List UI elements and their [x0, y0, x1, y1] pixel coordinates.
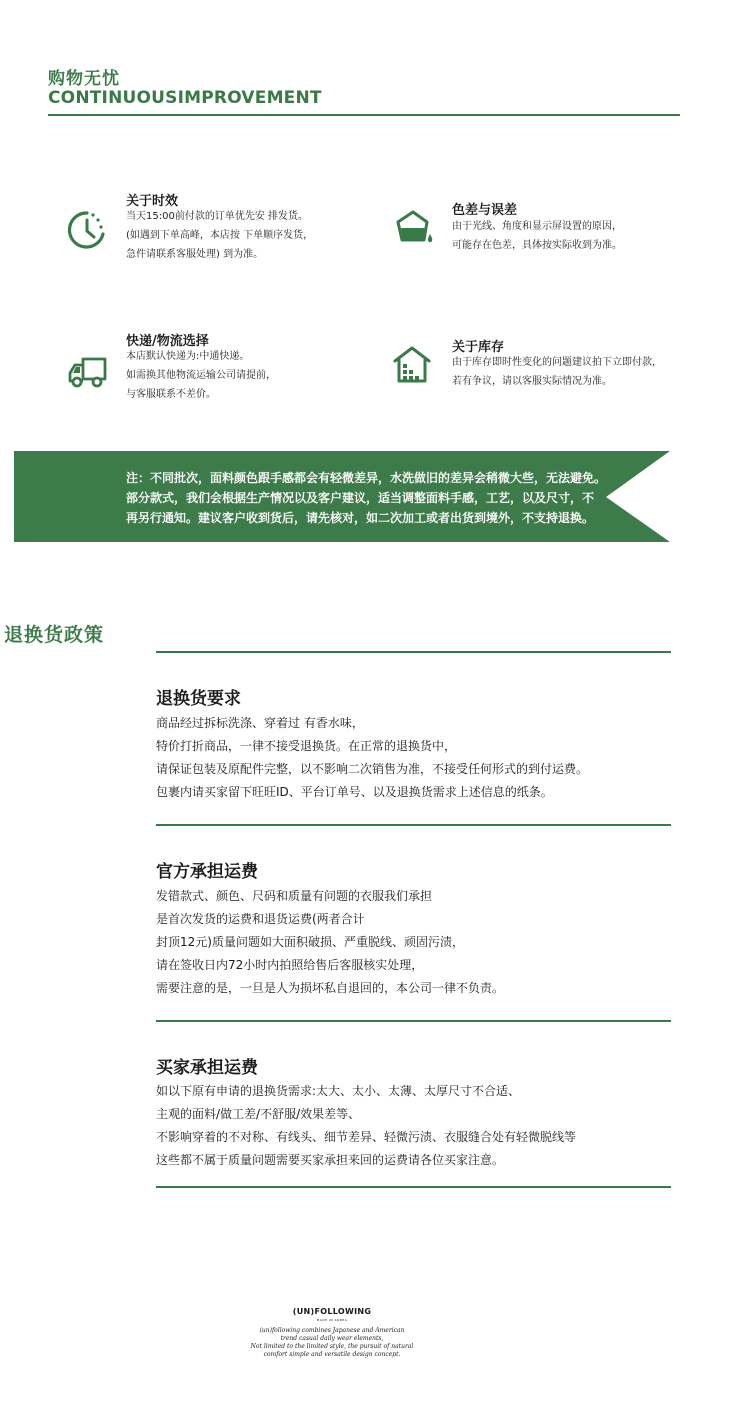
- section-divider: [156, 1186, 671, 1188]
- section-divider: [156, 824, 671, 826]
- feature-text-inventory: 由于库存即时性变化的问题建议拍下立即付款， 若有争议，请以客服实际情况为准。: [452, 357, 662, 387]
- header-divider: [48, 114, 680, 116]
- policy-title: 退换货政策: [4, 624, 105, 646]
- footer-brand: (UN)FOLLOWING: [292, 1307, 372, 1316]
- feature-text-time: 当天15:00前付款的订单优先安 排发货。 (如遇到下单高峰，本店按 下单顺序发货， 急件请联系客服处理) 到为准。: [126, 211, 314, 260]
- footer-subtitle: MADE IN KOREA: [316, 1318, 348, 1322]
- section-title-buyer-shipping: 买家承担运费: [156, 1058, 258, 1078]
- section-text-official-shipping: 发错款式、颜色、尺码和质量有问题的衣服我们承担 是首次发货的运费和退货运费(两者合计 封顶12元)质量问题如大面积破损、严重脱线、顽固污渍， 请在签收日内72小时内拍照给售后客服核实处理， 需要注意的是，一旦是人为损坏私自退回的，本公司一律不负责。: [156, 889, 505, 995]
- feature-title-inventory: 关于库存: [452, 340, 505, 355]
- feature-text-shipping: 本店默认快递为:中通快递。 如需换其他物流运输公司请提前， 与客服联系不差价。: [126, 351, 276, 400]
- header-title-en: CONTINUOUSIMPROVEMENT: [48, 88, 322, 108]
- section-divider: [156, 651, 671, 653]
- section-divider: [156, 1020, 671, 1022]
- feature-title-shipping: 快递/物流选择: [126, 334, 209, 349]
- section-title-official-shipping: 官方承担运费: [156, 862, 258, 882]
- section-text-requirements: 商品经过拆标洗涤、穿着过 有香水味， 特价打折商品，一律不接受退换货。在正常的退换货中， 请保证包装及原配件完整，以不影响二次销售为准，不接受任何形式的到付运费。 包裹内请买家留下旺旺ID、平台订单号、以及退换货需求上述信息的纸条。: [156, 716, 589, 799]
- feature-title-color: 色差与误差: [452, 203, 518, 218]
- warehouse-icon: [392, 345, 432, 389]
- header-title-cn: 购物无忧: [48, 69, 120, 89]
- section-title-requirements: 退换货要求: [156, 689, 241, 709]
- truck-icon: [68, 352, 108, 396]
- clock-icon: [67, 210, 107, 254]
- footer-tagline: (un)following combines Japanese and American trend casual daily wear elements, Not limited to the limited style, the pursuit of natural comfort simple and versatile design concept.: [250, 1327, 414, 1358]
- feature-text-color: 由于光线、角度和显示屏设置的原因， 可能存在色差，具体按实际收到为准。: [452, 221, 622, 251]
- feature-title-time: 关于时效: [126, 194, 179, 209]
- section-text-buyer-shipping: 如以下原有申请的退换货需求:太大、太小、太薄、太厚尺寸不合适、 主观的面料/做工差/不舒服/效果差等、 不影响穿着的不对称、有线头、细节差异、轻微污渍、衣服缝合处有轻微脱线等 这些都不属于质量问题需要买家承担来回的运费请各位买家注意。: [156, 1084, 577, 1167]
- notice-text: 注：不同批次，面料颜色跟手感都会有轻微差异，水洗做旧的差异会稍微大些，无法避免。 部分款式，我们会根据生产情况以及客户建议，适当调整面料手感，工艺，以及尺寸，不 再另行通知。建议客户收到货后，请先核对，如二次加工或者出货到境外，不支持退换。: [126, 471, 607, 525]
- paint-bucket-icon: [394, 208, 434, 252]
